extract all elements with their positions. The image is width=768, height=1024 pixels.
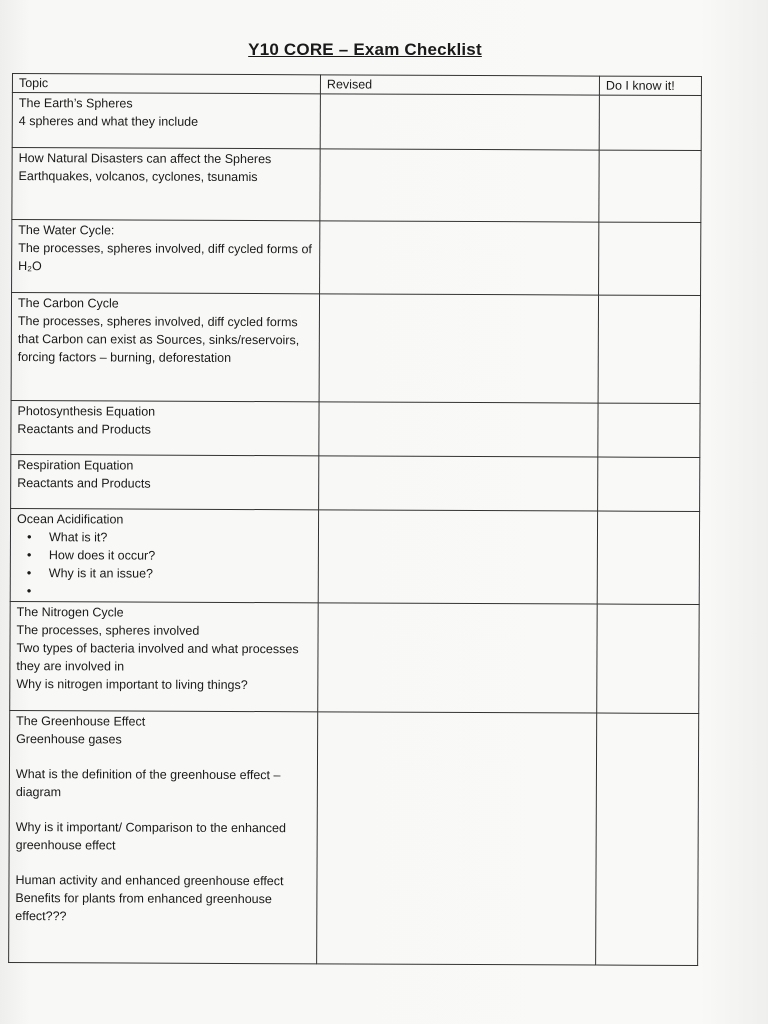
revised-cell[interactable] bbox=[318, 510, 597, 604]
topic-header: Topic bbox=[12, 74, 320, 94]
spacer bbox=[16, 854, 311, 872]
topic-detail: Greenhouse gases bbox=[16, 732, 122, 747]
topic-title: How Natural Disasters can affect the Spheres bbox=[18, 151, 272, 167]
table-row bbox=[9, 710, 699, 965]
table-row bbox=[12, 148, 701, 223]
topic-detail: 4 spheres and what they include bbox=[18, 114, 199, 129]
topic-cell bbox=[10, 508, 318, 602]
know-it-cell[interactable] bbox=[597, 511, 699, 604]
topic-detail: Benefits for plants from enhanced greenhouse effect??? bbox=[15, 891, 272, 924]
list-item: • How does it occur? bbox=[49, 546, 312, 565]
revised-cell[interactable] bbox=[320, 149, 599, 222]
topic-detail: Human activity and enhanced greenhouse effect bbox=[15, 873, 284, 889]
know-it-header: Do I know it! bbox=[599, 76, 701, 95]
topic-detail: Reactants and Products bbox=[17, 422, 151, 437]
know-it-cell[interactable] bbox=[598, 403, 700, 457]
checklist-table bbox=[8, 73, 702, 966]
bullet-list bbox=[17, 528, 312, 597]
topic-detail: The processes, spheres involved, diff cycled forms that Carbon can exist as Sources, sinks/reservoirs, forcing factors – burning, deforestation bbox=[17, 314, 300, 365]
know-it-cell[interactable] bbox=[599, 95, 701, 150]
topic-cell bbox=[9, 710, 318, 963]
revised-cell[interactable] bbox=[319, 402, 598, 457]
topic-cell bbox=[11, 400, 319, 455]
revised-header: Revised bbox=[320, 75, 599, 95]
know-it-cell[interactable] bbox=[599, 222, 701, 295]
revised-cell[interactable] bbox=[317, 712, 597, 965]
table-row bbox=[12, 93, 701, 151]
revised-cell[interactable] bbox=[319, 456, 598, 511]
page-title: Y10 CORE – Exam Checklist bbox=[248, 40, 482, 59]
topic-title: Respiration Equation bbox=[17, 458, 134, 473]
list-item: • Why is it an issue? bbox=[49, 564, 312, 583]
revised-cell[interactable] bbox=[318, 603, 597, 713]
topic-cell bbox=[12, 93, 320, 149]
topic-detail: Reactants and Products bbox=[17, 476, 151, 491]
list-item: • What is it? bbox=[49, 528, 312, 547]
spacer bbox=[16, 748, 311, 766]
topic-detail: Earthquakes, volcanos, cyclones, tsunamis bbox=[18, 169, 258, 185]
topic-cell bbox=[12, 220, 320, 294]
topic-title: Photosynthesis Equation bbox=[17, 404, 156, 419]
spacer bbox=[16, 801, 311, 819]
topic-detail: The processes, spheres involved, diff cycled forms of H₂O bbox=[18, 241, 312, 274]
topic-title: The Carbon Cycle bbox=[17, 296, 119, 311]
table-row bbox=[12, 220, 701, 296]
table-row bbox=[10, 508, 699, 604]
know-it-cell[interactable] bbox=[598, 457, 700, 511]
know-it-cell[interactable] bbox=[598, 295, 700, 403]
revised-cell[interactable] bbox=[320, 94, 599, 150]
table-row bbox=[10, 601, 699, 713]
know-it-cell[interactable] bbox=[599, 150, 701, 222]
topic-detail: What is the definition of the greenhouse effect – diagram bbox=[15, 767, 281, 800]
table-row bbox=[11, 293, 700, 404]
topic-title: The Earth’s Spheres bbox=[18, 96, 133, 111]
revised-cell[interactable] bbox=[319, 294, 598, 403]
topic-cell bbox=[11, 454, 319, 509]
revised-cell[interactable] bbox=[320, 221, 599, 295]
topic-detail: Two types of bacteria involved and what processes they are involved in bbox=[16, 641, 299, 674]
topic-title: Ocean Acidification bbox=[17, 512, 124, 527]
topic-title: The Greenhouse Effect bbox=[16, 714, 146, 729]
topic-cell bbox=[12, 148, 320, 221]
topic-cell bbox=[11, 293, 319, 402]
topic-cell bbox=[10, 601, 318, 711]
topic-title: The Nitrogen Cycle bbox=[16, 605, 124, 620]
list-item bbox=[49, 582, 312, 597]
know-it-cell[interactable] bbox=[597, 604, 699, 713]
topic-detail: Why is nitrogen important to living things? bbox=[16, 677, 248, 693]
topic-detail: Why is it important/ Comparison to the enhanced greenhouse effect bbox=[15, 820, 287, 853]
topic-title: The Water Cycle: bbox=[18, 223, 115, 238]
topic-detail: The processes, spheres involved bbox=[16, 623, 200, 638]
know-it-cell[interactable] bbox=[596, 713, 699, 965]
table-row bbox=[11, 400, 700, 457]
table-row bbox=[11, 454, 700, 511]
